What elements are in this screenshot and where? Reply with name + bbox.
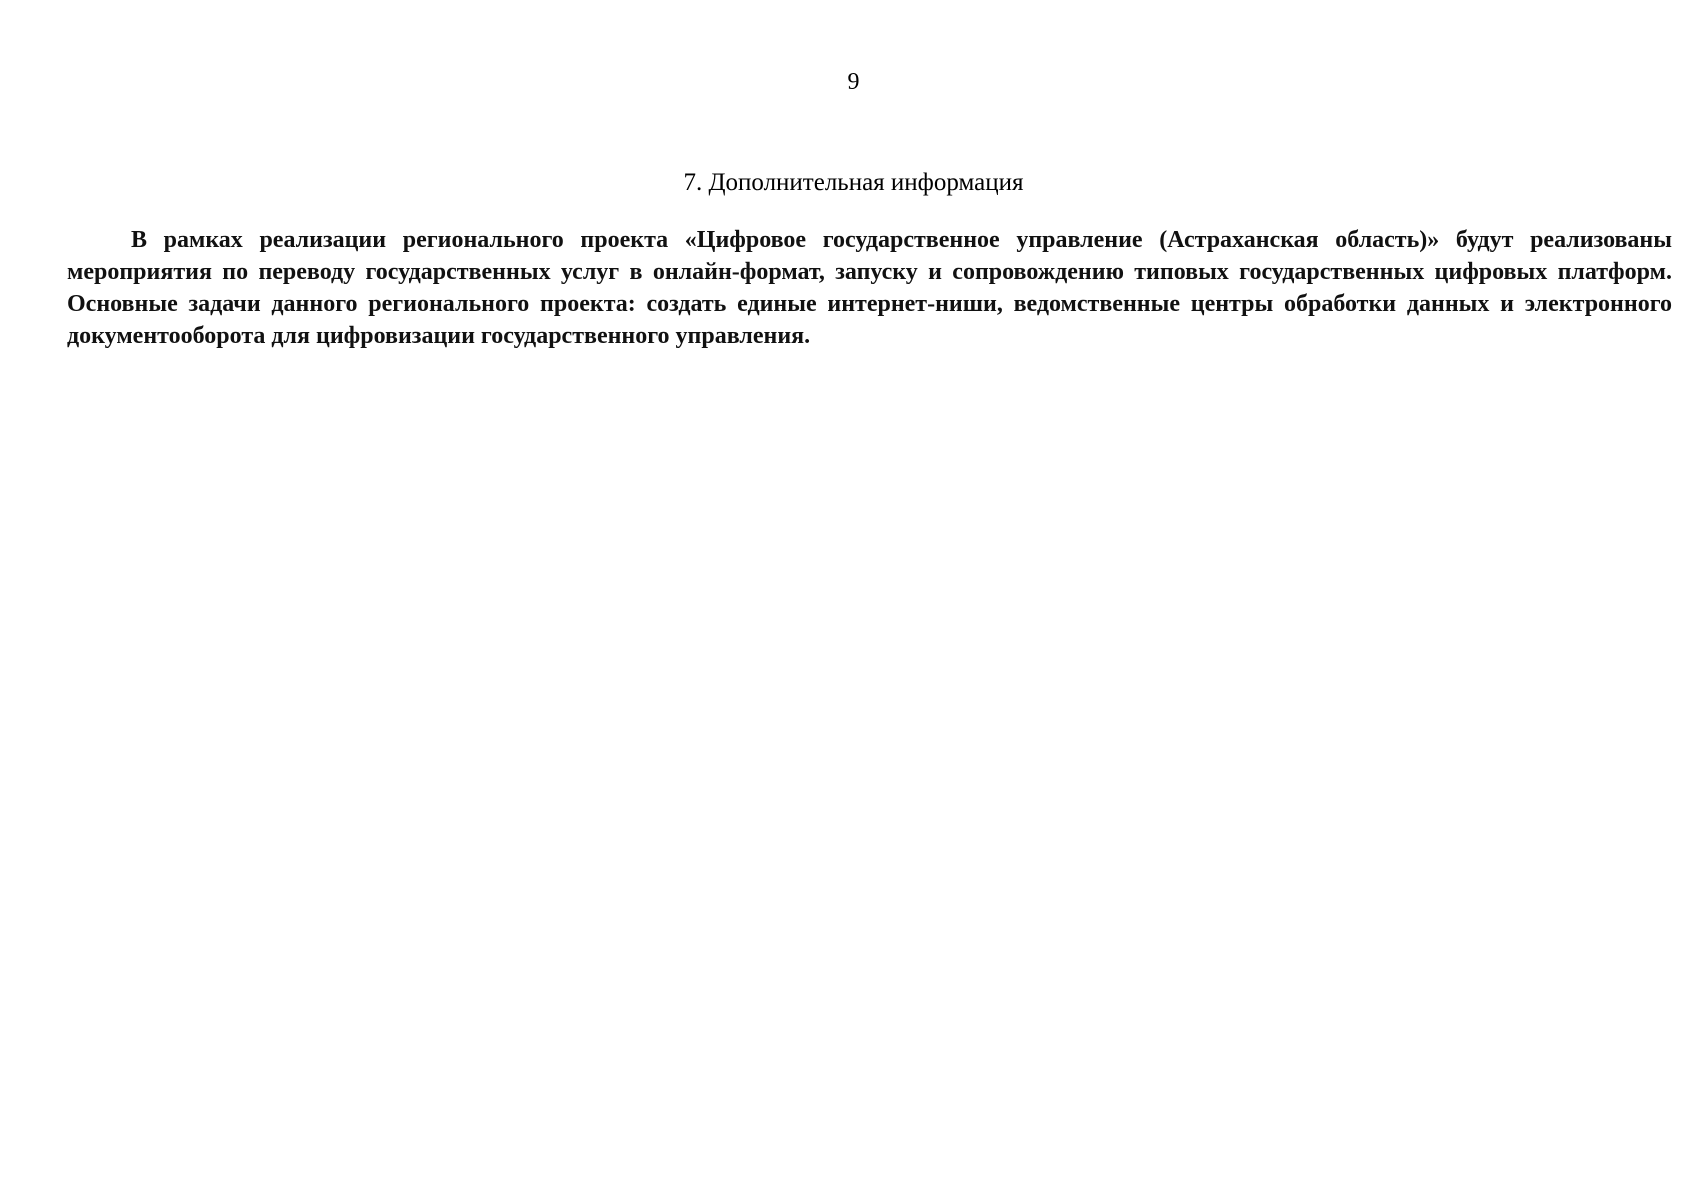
section-title: 7. Дополнительная информация xyxy=(683,169,1024,196)
page-number: 9 xyxy=(847,69,860,95)
section-paragraph: В рамках реализации регионального проекта «Цифровое государственное управление (Астраханская область)» будут реализованы мероприятия по переводу государственных услуг в онлайн-формат, запуску и сопровождению типовых государственных цифровых платформ. Основные задачи данного регионального проекта: создать единые интернет-ниши, ведомственные центры обработки данных и электронного документооборота для цифровизации государственного управления. xyxy=(67,227,1672,349)
